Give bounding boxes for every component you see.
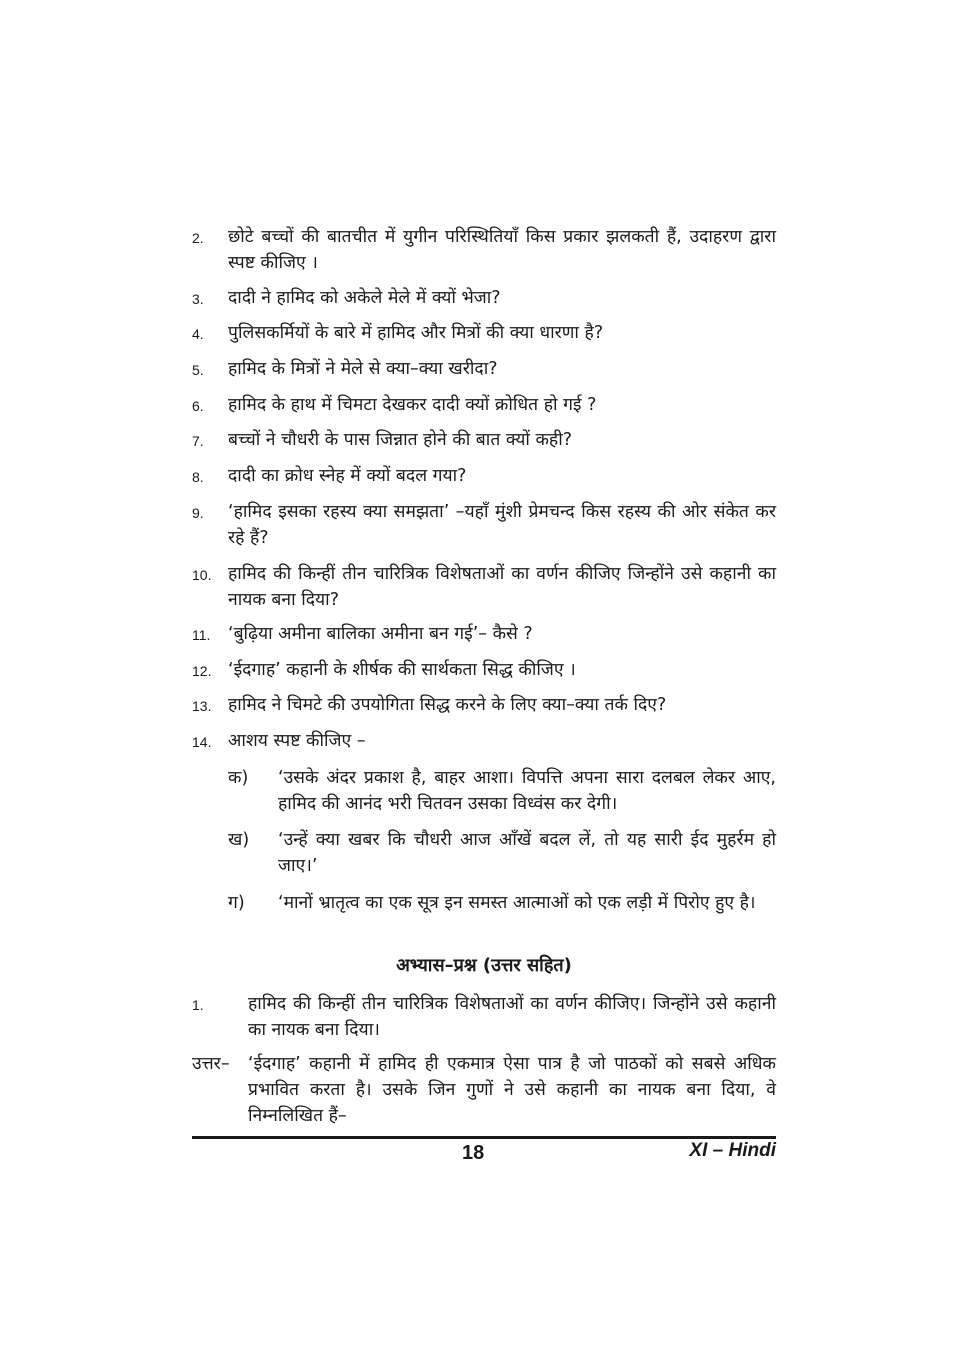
question-14 [192, 728, 776, 754]
question-13 [192, 692, 776, 718]
question-number: 13. [192, 698, 212, 714]
practice-answer [192, 1051, 776, 1129]
footer-subject: XI – Hindi [689, 1140, 776, 1161]
question-text: ‘बुढ़िया अमीना बालिका अमीना बन गई’– कैसे ? [228, 624, 533, 644]
question-number: 6. [192, 398, 204, 414]
question-text: ‘हामिद इसका रहस्य क्या समझता’ –यहाँ मुंशी प्रेमचन्द किस रहस्य की ओर संकेत कर रहे हैं? [228, 502, 776, 548]
sub-item-kha [228, 827, 776, 879]
question-text: दादी का क्रोध स्नेह में क्यों बदल गया? [228, 466, 467, 486]
question-text: हामिद ने चिमटे की उपयोगिता सिद्ध करने के लिए क्या–क्या तर्क दिए? [228, 695, 667, 715]
question-number: 8. [192, 469, 204, 485]
question-number: 10. [192, 567, 212, 583]
question-5 [192, 356, 776, 382]
section-heading: अभ्यास–प्रश्न (उत्तर सहित) [396, 955, 572, 976]
question-number: 14. [192, 734, 212, 750]
question-7 [192, 427, 776, 453]
question-text: हामिद की किन्हीं तीन चारित्रिक विशेषताओं का वर्णन कीजिए जिन्होंने उसे कहानी का नायक बना दिया? [228, 564, 776, 610]
question-3 [192, 285, 776, 311]
question-text: हामिद के हाथ में चिमटा देखकर दादी क्यों क्रोधित हो गई ? [228, 395, 597, 415]
question-number: 5. [192, 362, 204, 378]
practice-number: 1. [192, 997, 204, 1013]
question-11 [192, 621, 776, 647]
sub-item-label: क) [228, 768, 249, 788]
question-2 [192, 224, 776, 276]
answer-label: उत्तर– [192, 1054, 230, 1074]
question-number: 11. [192, 627, 211, 643]
question-number: 7. [192, 433, 204, 449]
question-text: ‘ईदगाह’ कहानी के शीर्षक की सार्थकता सिद्ध कीजिए । [228, 660, 576, 680]
practice-question-1 [192, 991, 776, 1043]
question-text: बच्चों ने चौधरी के पास जिन्नात होने की बात क्यों कही? [228, 430, 573, 450]
sub-item-text: ‘उन्हें क्या खबर कि चौधरी आज आँखें बदल लें, तो यह सारी ईद मुहर्रम हो जाए।’ [278, 830, 776, 876]
question-number: 4. [192, 326, 204, 342]
question-4 [192, 320, 776, 346]
sub-item-ga [228, 890, 776, 916]
question-number: 2. [192, 230, 204, 246]
sub-item-text: ‘मानों भ्रातृत्व का एक सूत्र इन समस्त आत्माओं को एक लड़ी में पिरोए हुए है। [278, 893, 756, 913]
question-8 [192, 463, 776, 489]
question-text: दादी ने हामिद को अकेले मेले में क्यों भेजा? [228, 288, 501, 308]
question-text: आशय स्पष्ट कीजिए – [228, 731, 366, 751]
question-number: 12. [192, 663, 212, 679]
question-12 [192, 657, 776, 683]
question-10 [192, 561, 776, 613]
sub-item-label: ख) [228, 830, 250, 850]
practice-question-text: हामिद की किन्हीं तीन चारित्रिक विशेषताओं का वर्णन कीजिए। जिन्होंने उसे कहानी का नायक बना दिया। [248, 994, 776, 1040]
question-6 [192, 392, 776, 418]
question-number: 9. [192, 505, 204, 521]
sub-item-ka [228, 765, 776, 817]
sub-item-label: ग) [228, 893, 245, 913]
answer-text: ‘ईदगाह’ कहानी में हामिद ही एकमात्र ऐसा पात्र है जो पाठकों को सबसे अधिक प्रभावित करता है। उसके जिन गुणों ने उसे कहानी का नायक बना दिया, वे निम्नलिखित हैं– [248, 1054, 776, 1126]
question-number: 3. [192, 291, 204, 307]
question-text: छोटे बच्चों की बातचीत में युगीन परिस्थितियाँ किस प्रकार झलकती हैं, उदाहरण द्वारा स्पष्ट कीजिए । [228, 227, 776, 273]
question-text: पुलिसकर्मियों के बारे में हामिद और मित्रों की क्या धारणा है? [228, 323, 604, 343]
footer-divider [192, 1136, 776, 1139]
page-number: 18 [462, 1142, 485, 1164]
sub-item-text: ‘उसके अंदर प्रकाश है, बाहर आशा। विपत्ति अपना सारा दलबल लेकर आए, हामिद की आनंद भरी चितवन उसका विध्वंस कर देगी। [278, 768, 776, 814]
question-9 [192, 499, 776, 551]
question-text: हामिद के मित्रों ने मेले से क्या–क्या खरीदा? [228, 359, 498, 379]
